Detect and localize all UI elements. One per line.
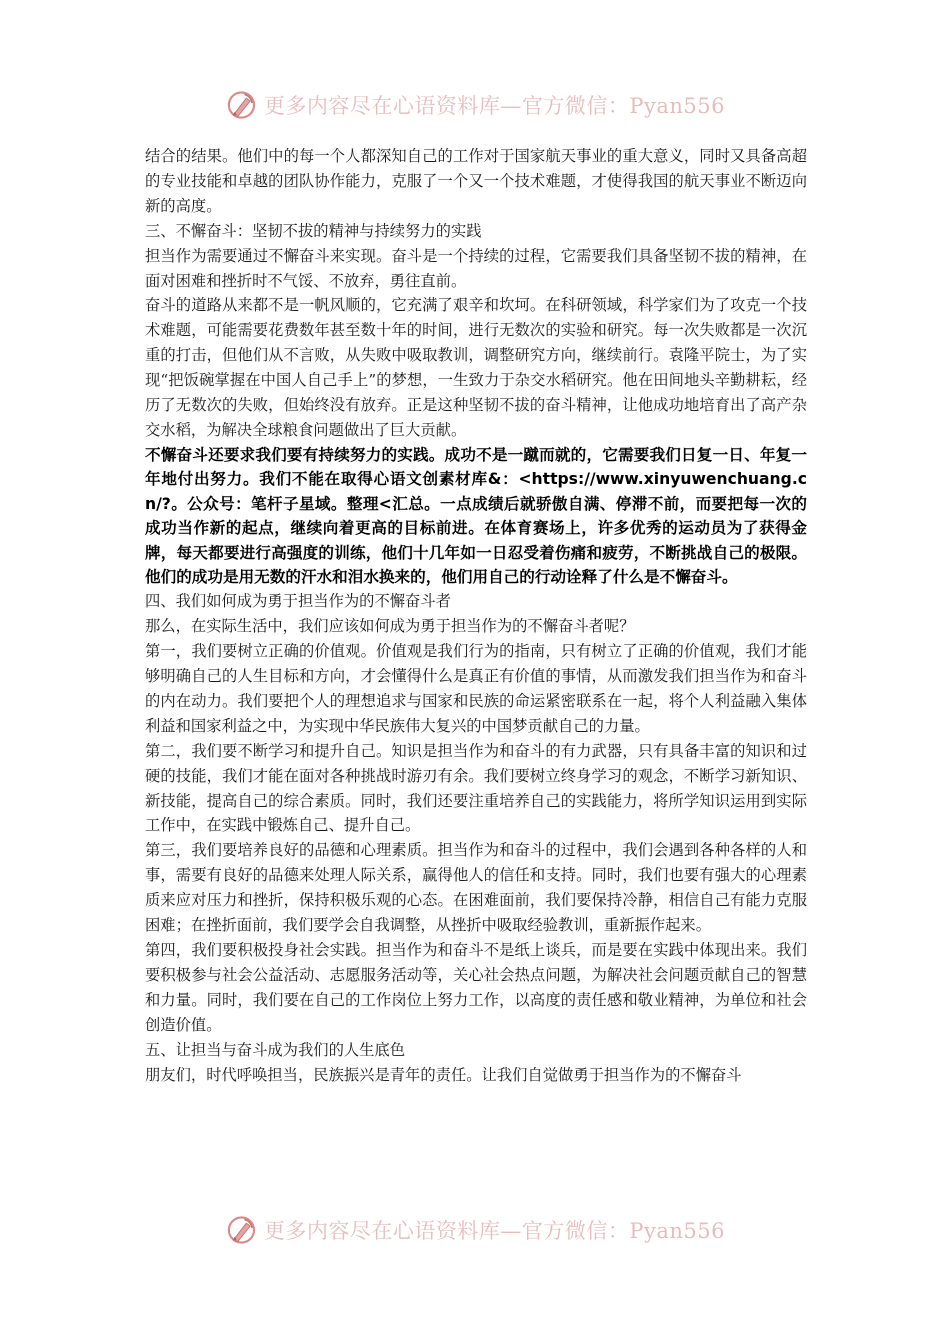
bold-paragraph: 不懈奋斗还要求我们要有持续努力的实践。成功不是一蹴而就的，它需要我们日复一日、年复一年地付出努力。我们不能在取得心语文创素材库&：<https://www.xinyuwenchuang.cn/?。公众号：笔杆子星域。整理<汇总。一点成绩后就骄傲自满、停滞不前，而要把每一次的成功当作新的起点，继续向着更高的目标前进。在体育赛场上，许多优秀的运动员为了获得金牌，每天都要进行高强度的训练，他们十几年如一日忍受着伤痛和疲劳，不断挑战自己的极限。他们的成功是用无数的汗水和泪水换来的，他们用自己的行动诠释了什么是不懈奋斗。 xyxy=(145,445,807,586)
paragraph: 第三，我们要培养良好的品德和心理素质。担当作为和奋斗的过程中，我们会遇到各种各样的人和事，需要有良好的品德来处理人际关系，赢得他人的信任和支持。同时，我们也要有强大的心理素质来应对压力和挫折，保持积极乐观的心态。在困难面前，我们要保持冷静，相信自己有能力克服困难；在挫折面前，我们要学会自我调整，从挫折中吸取经验教训，重新振作起来。 xyxy=(145,841,807,935)
paragraph: 第四，我们要积极投身社会实践。担当作为和奋斗不是纸上谈兵，而是要在实践中体现出来。我们要积极参与社会公益活动、志愿服务活动等，关心社会热点问题，为解决社会问题贡献自己的智慧和力量。同时，我们要在自己的工作岗位上努力工作，以高度的责任感和敬业精神，为单位和社会创造价值。 xyxy=(145,941,807,1034)
paragraph: 四、我们如何成为勇于担当作为的不懈奋斗者 xyxy=(145,592,451,611)
paragraph: 三、不懈奋斗：坚韧不拔的精神与持续努力的实践 xyxy=(145,221,482,240)
document-body xyxy=(145,144,807,1087)
pen-nib-icon xyxy=(225,88,258,122)
paragraph: 朋友们，时代呼唤担当，民族振兴是青年的责任。让我们自觉做勇于担当作为的不懈奋斗 xyxy=(145,1065,742,1084)
paragraph: 结合的结果。他们中的每一个人都深知自己的工作对于国家航天事业的重大意义，同时又具备高超的专业技能和卓越的团队协作能力，克服了一个又一个技术难题，才使得我国的航天事业不断迈向新的高度。 xyxy=(145,147,807,215)
paragraph: 五、让担当与奋斗成为我们的人生底色 xyxy=(145,1040,406,1059)
footer-watermark-banner xyxy=(225,1210,725,1250)
paragraph: 那么，在实际生活中，我们应该如何成为勇于担当作为的不懈奋斗者呢？ xyxy=(145,617,635,636)
paragraph: 奋斗的道路从来都不是一帆风顺的，它充满了艰辛和坎坷。在科研领域，科学家们为了攻克一个技术难题，可能需要花费数年甚至数十年的时间，进行无数次的实验和研究。每一次失败都是一次沉重的打击，但他们从不言败，从失败中吸取教训，调整研究方向，继续前行。袁隆平院士，为了实现“把饭碗掌握在中国人自己手上”的梦想，一生致力于杂交水稻研究。他在田间地头辛勤耕耘，经历了无数次的失败，但始终没有放弃。正是这种坚韧不拔的奋斗精神，让他成功地培育出了高产杂交水稻，为解决全球粮食问题做出了巨大贡献。 xyxy=(145,296,807,439)
banner-text: 更多内容尽在心语资料库—官方微信：Pyan556 xyxy=(263,1219,725,1243)
paragraph: 第二，我们要不断学习和提升自己。知识是担当作为和奋斗的有力武器，只有具备丰富的知识和过硬的技能，我们才能在面对各种挑战时游刃有余。我们要树立终身学习的观念，不断学习新知识、新技能，提高自己的综合素质。同时，我们还要注重培养自己的实践能力，将所学知识运用到实际工作中，在实践中锻炼自己、提升自己。 xyxy=(145,741,807,835)
paragraph: 担当作为需要通过不懈奋斗来实现。奋斗是一个持续的过程，它需要我们具备坚韧不拔的精神，在面对困难和挫折时不气馁、不放弃，勇往直前。 xyxy=(145,246,807,290)
paragraph: 第一，我们要树立正确的价值观。价值观是我们行为的指南，只有树立了正确的价值观，我们才能够明确自己的人生目标和方向，才会懂得什么是真正有价值的事情，从而激发我们担当作为和奋斗的内在动力。我们要把个人的理想追求与国家和民族的命运紧密联系在一起，将个人利益融入集体利益和国家利益之中，为实现中华民族伟大复兴的中国梦贡献自己的力量。 xyxy=(145,642,807,735)
banner-text: 更多内容尽在心语资料库—官方微信：Pyan556 xyxy=(263,94,725,118)
header-watermark-banner xyxy=(225,85,725,125)
pen-nib-icon xyxy=(225,1213,258,1247)
